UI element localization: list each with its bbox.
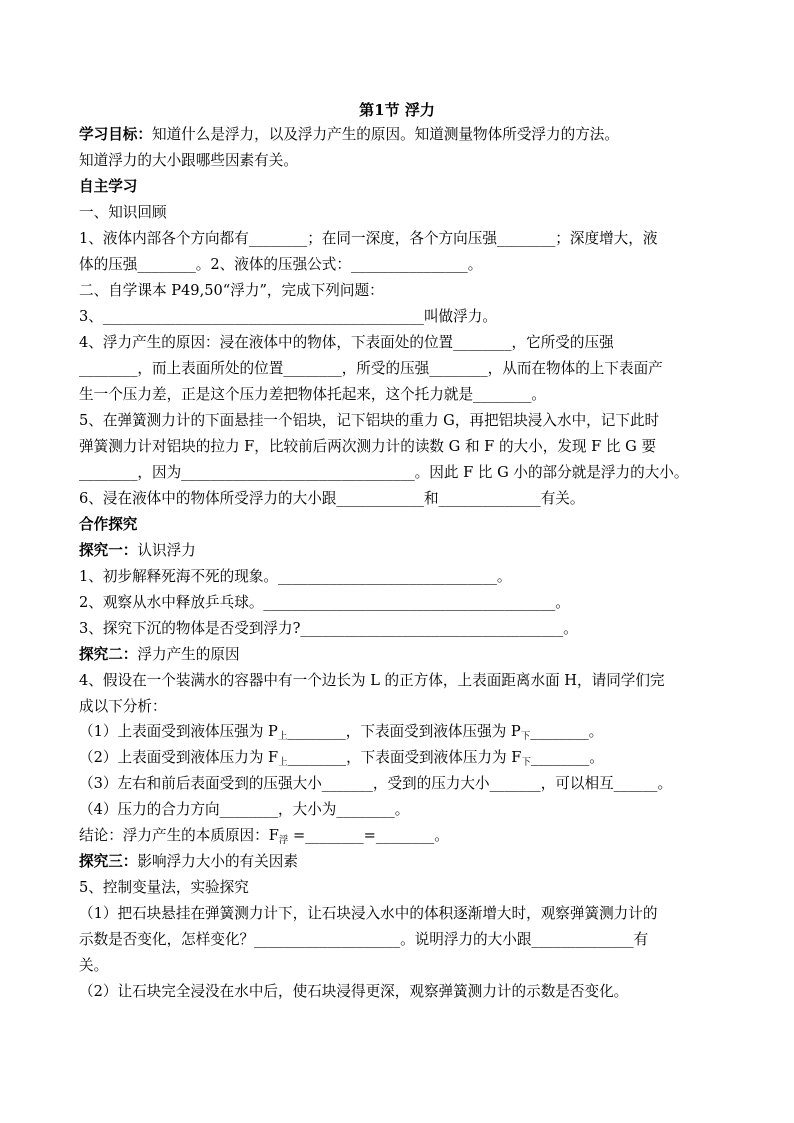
- question-4-line-3: 生一个压力差，正是这个压力差把物体托起来，这个托力就是________。: [79, 386, 547, 403]
- explore-2-heading: [79, 645, 719, 667]
- analysis-item-1-b: ________，下表面受到液体压强为 P: [287, 723, 521, 740]
- analysis-item-1-c: ________。: [530, 723, 604, 740]
- question-1-line-2: 体的压强________。2、液体的压强公式：________________。: [79, 256, 483, 273]
- conclusion-a: 结论：浮力产生的本质原因：F: [79, 827, 279, 844]
- question-5-line-2: 弹簧测力计对铝块的拉力 F，比较前后两次测力计的读数 G 和 F 的大小，发现 F 比 G 要: [79, 438, 657, 455]
- experiment-1-line-3: 关。: [79, 957, 109, 974]
- explore-2-text: 浮力产生的原因: [137, 646, 240, 663]
- section-cooperative-exploration: 合作探究: [79, 516, 138, 533]
- analysis-item-1: [79, 722, 719, 744]
- explore-1-item-2: 2、观察从水中释放乒乓球。________________________________________。: [79, 594, 570, 611]
- learning-goal: [79, 125, 719, 147]
- explore-3-text: 影响浮力大小的有关因素: [137, 853, 298, 870]
- analysis-item-2-sub-b: 下: [521, 757, 531, 768]
- experiment-1-line-2: 示数是否变化，怎样变化？____________________。说明浮力的大小跟______________有: [79, 931, 649, 948]
- explore-2-label: 探究二：: [79, 646, 138, 663]
- page-title: 第1节 浮力: [359, 101, 435, 119]
- conclusion-b: =________=________。: [288, 827, 449, 844]
- explore-3-heading: [79, 852, 719, 874]
- conclusion-sub: 浮: [278, 835, 289, 846]
- question-6: 6、浸在液体中的物体所受浮力的大小跟____________和______________有关。: [79, 490, 585, 507]
- experiment-2: （2）让石块完全浸没在水中后，使石块浸得更深，观察弹簧测力计的示数是否变化。: [79, 983, 629, 1000]
- question-5b: 5、控制变量法，实验探究: [79, 879, 249, 896]
- explore-1-heading: [79, 541, 719, 563]
- analysis-item-2-b: ________，下表面受到液体压力为 F: [287, 749, 522, 766]
- learning-goal-label: 学习目标：: [79, 126, 152, 143]
- subsection-self-read: 二、自学课本 P49,50“浮力”，完成下列问题：: [79, 282, 384, 299]
- question-5-line-1: 5、在弹簧测力计的下面悬挂一个铝块，记下铝块的重力 G，再把铝块浸入水中，记下此时: [79, 412, 660, 429]
- analysis-item-2-sub-a: 上: [278, 757, 288, 768]
- explore-1-item-3: 3、探究下沉的物体是否受到浮力?____________________________________。: [79, 620, 578, 637]
- analysis-item-2: [79, 748, 719, 770]
- question-4-line-1: 4、浮力产生的原因：浸在液体中的物体，下表面处的位置________，它所受的压强: [79, 334, 614, 351]
- question-4b-line-1: 4、假设在一个装满水的容器中有一个边长为 L 的正方体，上表面距离水面 H，请同学们完: [79, 672, 665, 689]
- analysis-item-3: （3）左右和前后表面受到的压强大小_______，受到的压力大小_______，可以相互______。: [79, 775, 673, 792]
- question-3: 3、____________________________________________叫做浮力。: [79, 308, 497, 325]
- analysis-item-1-a: （1）上表面受到液体压强为 P: [79, 723, 278, 740]
- analysis-item-2-c: ________。: [530, 749, 604, 766]
- question-4-line-2: ________，而上表面所处的位置________，所受的压强________，从而在物体的上下表面产: [79, 360, 663, 377]
- question-5-line-3: ________，因为________________________________。因此 F 比 G 小的部分就是浮力的大小。: [79, 464, 689, 481]
- explore-1-label: 探究一：: [79, 542, 138, 559]
- explore-1-text: 认识浮力: [137, 542, 196, 559]
- analysis-item-1-sub-a: 上: [277, 731, 288, 742]
- explore-3-label: 探究三：: [79, 853, 138, 870]
- analysis-item-4: （4）压力的合力方向________，大小为________。: [79, 801, 410, 818]
- question-4b-line-2: 成以下分析：: [79, 698, 167, 715]
- question-1-line-1: 1、液体内部各个方向都有________；在同一深度，各个方向压强________；深度增大，液: [79, 230, 658, 247]
- analysis-item-1-sub-b: 下: [520, 731, 531, 742]
- experiment-1-line-1: （1）把石块悬挂在弹簧测力计下，让石块浸入水中的体积逐渐增大时，观察弹簧测力计的: [79, 905, 658, 922]
- subsection-review: 一、知识回顾: [79, 204, 167, 221]
- section-self-study: 自主学习: [79, 178, 138, 195]
- learning-goal-cont: 知道浮力的大小跟哪些因素有关。: [79, 152, 298, 169]
- learning-goal-text: 知道什么是浮力，以及浮力产生的原因。知道测量物体所受浮力的方法。: [151, 126, 619, 143]
- explore-1-item-1: 1、初步解释死海不死的现象。______________________________。: [79, 568, 512, 585]
- analysis-item-2-a: （2）上表面受到液体压力为 F: [79, 749, 279, 766]
- conclusion: [79, 826, 719, 848]
